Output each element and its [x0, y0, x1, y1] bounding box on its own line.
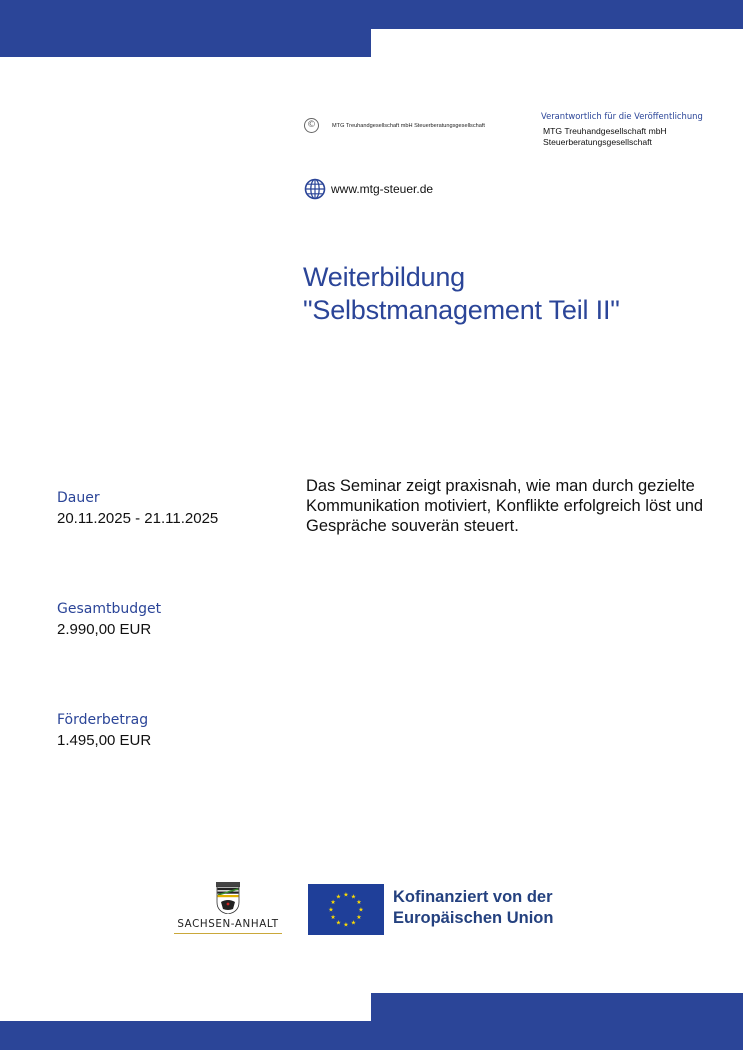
eu-cofinanced-text [393, 887, 553, 929]
eu-star: ★ [356, 899, 362, 906]
sachsen-anhalt-underline [174, 933, 282, 934]
eu-flag-icon [308, 884, 384, 935]
seminar-description: Das Seminar zeigt praxisnah, wie man durch gezielte Kommunikation motiviert, Konflikte erfolgreich löst und Gespräche souverän steuert. [306, 477, 704, 535]
globe-icon [304, 178, 326, 200]
website-url[interactable]: www.mtg-steuer.de [331, 182, 434, 196]
eu-star: ★ [330, 899, 336, 906]
fact-total-budget-label: Gesamtbudget [57, 601, 162, 617]
eu-stars [308, 884, 384, 935]
eu-text-line2: Europäischen Union [393, 909, 554, 927]
sachsen-anhalt-text: SACHSEN-ANHALT [177, 918, 279, 930]
eu-star: ★ [330, 914, 336, 921]
title-line2: "Selbstmanagement Teil II" [303, 295, 620, 325]
fact-duration [57, 490, 218, 527]
copyright-line [304, 118, 485, 133]
copyright-icon: © [304, 118, 319, 133]
header-band-step [0, 29, 371, 57]
title-line1: Weiterbildung [303, 262, 465, 292]
fact-total-budget-value: 2.990,00 EUR [57, 621, 152, 638]
footer-band [0, 1021, 743, 1050]
coat-of-arms-icon [216, 882, 240, 914]
fact-funding-amount-value: 1.495,00 EUR [57, 732, 152, 749]
eu-star: ★ [335, 893, 342, 901]
fact-total-budget [57, 601, 161, 638]
fact-funding-amount-label: Förderbetrag [57, 712, 149, 728]
footer-band-step [371, 993, 743, 1021]
eu-star: ★ [343, 921, 349, 929]
eu-star: ★ [356, 914, 362, 921]
fact-duration-value: 20.11.2025 - 21.11.2025 [57, 510, 219, 527]
eu-star: ★ [350, 893, 357, 901]
responsible-line2: Steuerberatungsgesellschaft [543, 137, 652, 147]
eu-star: ★ [343, 891, 349, 899]
eu-star: ★ [328, 906, 334, 914]
eu-text-line1: Kofinanziert von der [393, 888, 553, 906]
sachsen-anhalt-logo [172, 882, 284, 938]
fact-funding-amount [57, 712, 151, 749]
copyright-text: MTG Treuhandgesellschaft mbH Steuerberatungsgesellschaft [332, 122, 485, 129]
eu-star: ★ [335, 919, 342, 927]
eu-star: ★ [358, 906, 364, 914]
responsible-box [537, 111, 707, 148]
eu-star: ★ [350, 919, 357, 927]
responsible-title: Verantwortlich für die Veröffentlichung [541, 111, 703, 121]
header-band [0, 0, 743, 29]
website-line [304, 178, 433, 200]
page-title [303, 261, 620, 327]
fact-duration-label: Dauer [57, 490, 100, 506]
responsible-line1: MTG Treuhandgesellschaft mbH [543, 126, 667, 136]
